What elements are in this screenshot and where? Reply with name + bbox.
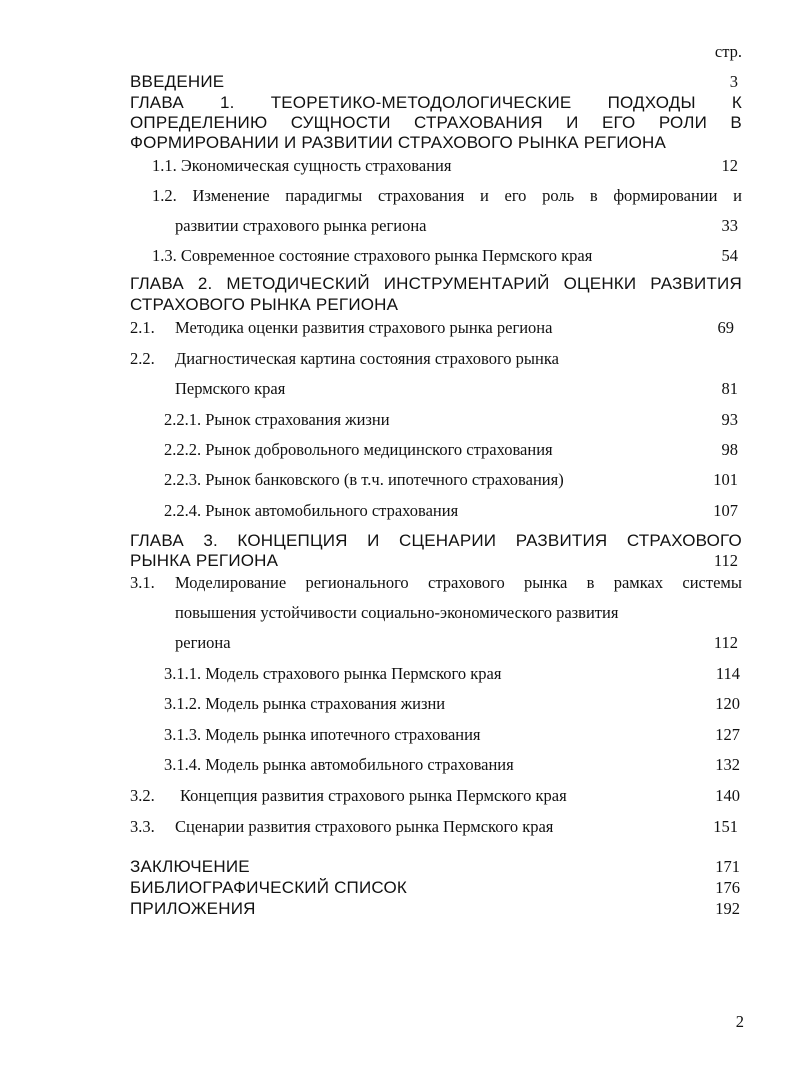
- toc-ch2-sub-title: 2.2.2. Рынок добровольного медицинского страхования: [164, 440, 553, 459]
- word: ОПРЕДЕЛЕНИЮ: [130, 113, 268, 132]
- toc-ch3-s2-page: 140: [715, 786, 740, 805]
- toc-ch2-s2-page: 81: [721, 379, 738, 398]
- word: 1.2.: [152, 186, 177, 205]
- toc-ch3-s2-num: 3.2.: [130, 786, 155, 805]
- word: ОЦЕНКИ: [563, 274, 637, 293]
- word: КОНЦЕПЦИЯ: [237, 531, 348, 550]
- word: формировании: [613, 186, 718, 205]
- toc-ch1-s2-line2: развитии страхового рынка региона: [175, 216, 427, 235]
- word: системы: [682, 573, 742, 592]
- word: Моделирование: [175, 573, 287, 592]
- toc-ch1-s3-title: 1.3. Современное состояние страхового рынка Пермского края: [152, 246, 593, 265]
- word: ГЛАВА: [130, 531, 184, 550]
- toc-intro-title: ВВЕДЕНИЕ: [130, 72, 225, 91]
- word: регионального: [305, 573, 409, 592]
- word: РАЗВИТИЯ: [515, 531, 608, 550]
- word: страхования: [377, 186, 465, 205]
- toc-ch3-s3-title: Сценарии развития страхового рынка Пермского края: [175, 817, 554, 836]
- word: ЕГО: [602, 113, 636, 132]
- toc-ch3-s1-line1: [175, 573, 742, 593]
- toc-ch2-sub-page: 107: [713, 501, 738, 520]
- toc-ch1-s1-title: 1.1. Экономическая сущность страхования: [152, 156, 452, 175]
- toc-ch2-sub-page: 98: [721, 440, 738, 459]
- toc-ch2-sub-page: 93: [721, 410, 738, 429]
- toc-ch2-s2-num: 2.2.: [130, 349, 155, 368]
- word: В: [730, 113, 742, 132]
- word: РОЛИ: [658, 113, 708, 132]
- toc-ch2-sub-title: 2.2.4. Рынок автомобильного страхования: [164, 501, 459, 520]
- word: МЕТОДИЧЕСКИЙ: [226, 274, 370, 293]
- word: Изменение: [192, 186, 270, 205]
- toc-ch3-s1-page: 112: [713, 633, 738, 652]
- toc-conclusion-title: ЗАКЛЮЧЕНИЕ: [130, 857, 250, 876]
- word: ТЕОРЕТИКО-МЕТОДОЛОГИЧЕСКИЕ: [270, 93, 572, 112]
- word: И: [367, 531, 380, 550]
- word: РАЗВИТИЯ: [650, 274, 742, 293]
- toc-ch2-s1-page: 69: [717, 318, 734, 337]
- toc-ch2-line1: [130, 274, 742, 294]
- toc-ch1-s2-page: 33: [721, 216, 738, 235]
- word: 2.: [197, 274, 213, 293]
- word: рамках: [613, 573, 664, 592]
- toc-ch3-sub-title: 3.1.3. Модель рынка ипотечного страхования: [164, 725, 481, 744]
- toc-ch3-s1-line3: региона: [175, 633, 231, 652]
- word: СТРАХОВАНИЯ: [414, 113, 543, 132]
- toc-ch3-s1-num: 3.1.: [130, 573, 155, 592]
- word: и: [733, 186, 742, 205]
- word: и: [479, 186, 489, 205]
- toc-ch3-sub-page: 120: [715, 694, 740, 713]
- word: его: [504, 186, 527, 205]
- toc-ch1-line3: ФОРМИРОВАНИИ И РАЗВИТИИ СТРАХОВОГО РЫНКА РЕГИОНА: [130, 133, 667, 152]
- toc-ch2-s2-line1: Диагностическая картина состояния страхового рынка: [175, 349, 559, 368]
- toc-ch3-line2: РЫНКА РЕГИОНА: [130, 551, 279, 570]
- word: страхового: [428, 573, 505, 592]
- toc-ch2-sub-title: 2.2.3. Рынок банковского (в т.ч. ипотечного страхования): [164, 470, 564, 489]
- toc-ch3-s2-title: Концепция развития страхового рынка Пермского края: [180, 786, 567, 805]
- toc-ch2-s1-num: 2.1.: [130, 318, 155, 337]
- word: ГЛАВА: [130, 274, 184, 293]
- toc-ch3-s3-page: 151: [713, 817, 738, 836]
- word: парадигмы: [285, 186, 363, 205]
- toc-intro-page: 3: [729, 72, 738, 91]
- word: ИНСТРУМЕНТАРИЙ: [383, 274, 550, 293]
- toc-ch3-sub-page: 132: [715, 755, 740, 774]
- toc-ch3-line1: [130, 531, 742, 551]
- word: ПОДХОДЫ: [607, 93, 696, 112]
- word: роль: [542, 186, 575, 205]
- toc-ch1-line1: [130, 93, 742, 113]
- toc-ch3-sub-title: 3.1.1. Модель страхового рынка Пермского края: [164, 664, 502, 683]
- word: рынка: [524, 573, 568, 592]
- word: в: [586, 573, 595, 592]
- word: СТРАХОВОГО: [626, 531, 742, 550]
- toc-ch2-s2-line2: Пермского края: [175, 379, 286, 398]
- toc-ch1-line2: [130, 113, 742, 133]
- word: 3.: [203, 531, 218, 550]
- word: ГЛАВА: [130, 93, 184, 112]
- page-number: 2: [735, 1012, 744, 1031]
- word: К: [731, 93, 742, 112]
- toc-ch3-sub-page: 114: [715, 664, 740, 683]
- toc-ch3-sub-page: 127: [715, 725, 740, 744]
- word: И: [566, 113, 579, 132]
- word: в: [589, 186, 598, 205]
- toc-ch2-sub-page: 101: [713, 470, 738, 489]
- toc-ch1-s2-line1: [152, 186, 742, 206]
- page-label: стр.: [714, 42, 742, 61]
- toc-ch2-sub-title: 2.2.1. Рынок страхования жизни: [164, 410, 390, 429]
- toc-ch2-s1-title: Методика оценки развития страхового рынка региона: [175, 318, 553, 337]
- toc-ch1-s1-page: 12: [721, 156, 738, 175]
- word: СЦЕНАРИИ: [399, 531, 497, 550]
- toc-ch3-s3-num: 3.3.: [130, 817, 155, 836]
- toc-appendices-title: ПРИЛОЖЕНИЯ: [130, 899, 256, 918]
- toc-ch1-s3-page: 54: [721, 246, 738, 265]
- toc-ch3-s1-line2: повышения устойчивости социально-экономического развития: [175, 603, 619, 622]
- toc-bibliography-title: БИБЛИОГРАФИЧЕСКИЙ СПИСОК: [130, 878, 408, 897]
- toc-bibliography-page: 176: [715, 878, 740, 897]
- toc-ch3-page: 112: [713, 551, 738, 570]
- toc-conclusion-page: 171: [715, 857, 740, 876]
- word: СУЩНОСТИ: [290, 113, 391, 132]
- word: 1.: [219, 93, 235, 112]
- toc-ch2-line2: СТРАХОВОГО РЫНКА РЕГИОНА: [130, 295, 399, 314]
- toc-ch3-sub-title: 3.1.2. Модель рынка страхования жизни: [164, 694, 446, 713]
- toc-appendices-page: 192: [715, 899, 740, 918]
- toc-ch3-sub-title: 3.1.4. Модель рынка автомобильного страхования: [164, 755, 514, 774]
